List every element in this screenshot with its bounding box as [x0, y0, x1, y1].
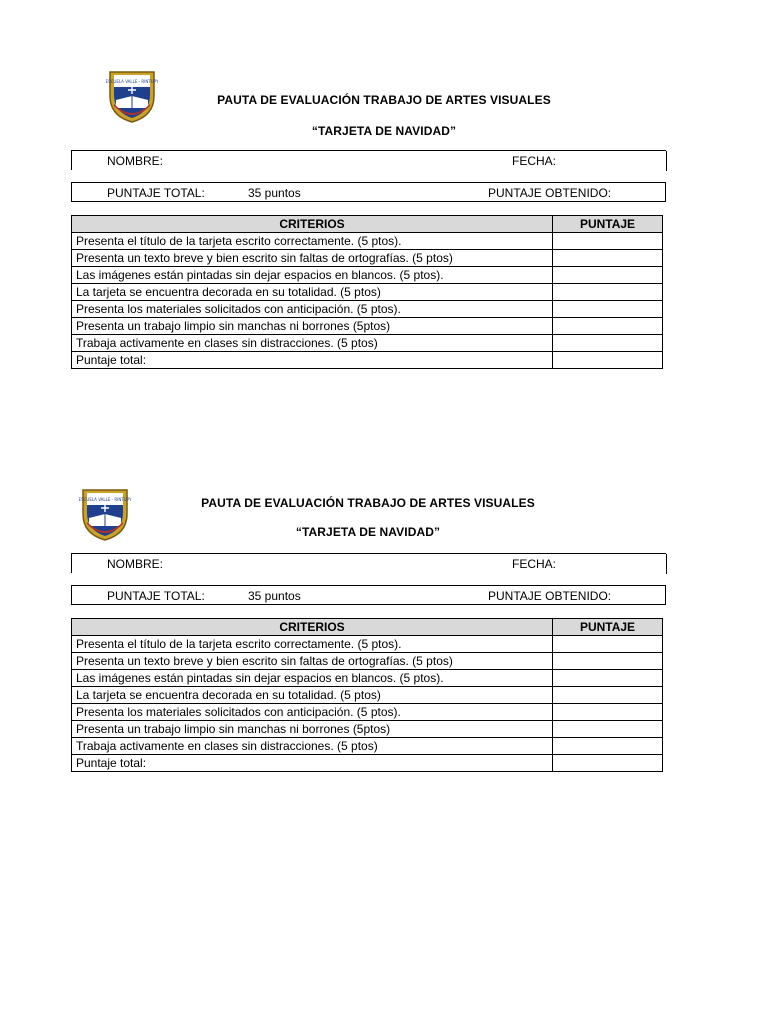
crest-motto: ESCUELA VALLE - RINTUPY [106, 79, 158, 84]
puntaje-total-label: PUNTAJE TOTAL: [107, 589, 205, 603]
criterios-header: CRITERIOS [72, 216, 553, 233]
criterion-text: Presenta el título de la tarjeta escrito correctamente. (5 ptos). [72, 636, 553, 653]
criterion-text: Presenta los materiales solicitados con anticipación. (5 ptos). [72, 301, 553, 318]
table-header-row [72, 619, 663, 636]
puntaje-total-label: PUNTAJE TOTAL: [107, 186, 205, 200]
criterios-header: CRITERIOS [72, 619, 553, 636]
score-cell [553, 687, 663, 704]
form-subtitle: “TARJETA DE NAVIDAD” [295, 525, 441, 539]
criterion-text: Presenta un trabajo limpio sin manchas ni borrones (5ptos) [72, 318, 553, 335]
criterion-text: La tarjeta se encuentra decorada en su totalidad. (5 ptos) [72, 687, 553, 704]
score-cell [553, 721, 663, 738]
table-row [72, 670, 663, 687]
puntaje-obtenido-label: PUNTAJE OBTENIDO: [488, 589, 612, 603]
score-cell [553, 738, 663, 755]
form-subtitle: “TARJETA DE NAVIDAD” [311, 124, 457, 138]
criterion-text: Presenta el título de la tarjeta escrito correctamente. (5 ptos). [72, 233, 553, 250]
score-cell [553, 653, 663, 670]
table-row [72, 721, 663, 738]
criterion-text: Las imágenes están pintadas sin dejar espacios en blancos. (5 ptos). [72, 670, 553, 687]
puntaje-header: PUNTAJE [553, 619, 663, 636]
criterion-text: Presenta un texto breve y bien escrito sin faltas de ortografías. (5 ptos) [72, 653, 553, 670]
table-row [72, 704, 663, 721]
fecha-label: FECHA: [512, 154, 557, 168]
criterion-text: Presenta un texto breve y bien escrito sin faltas de ortografías. (5 ptos) [72, 250, 553, 267]
table-row [72, 636, 663, 653]
puntaje-header: PUNTAJE [553, 216, 663, 233]
form-title: PAUTA DE EVALUACIÓN TRABAJO DE ARTES VISUALES [201, 496, 535, 510]
puntaje-obtenido-label: PUNTAJE OBTENIDO: [488, 186, 612, 200]
score-cell [553, 636, 663, 653]
form-title: PAUTA DE EVALUACIÓN TRABAJO DE ARTES VISUALES [217, 93, 551, 107]
total-label: Puntaje total: [72, 755, 553, 772]
nombre-label: NOMBRE: [107, 154, 164, 168]
fecha-label: FECHA: [512, 557, 557, 571]
nombre-label: NOMBRE: [107, 557, 164, 571]
score-row [71, 585, 666, 605]
table-row [72, 738, 663, 755]
name-date-row [71, 553, 666, 573]
criterion-text: Trabaja activamente en clases sin distracciones. (5 ptos) [72, 335, 553, 352]
criterion-text: Las imágenes están pintadas sin dejar espacios en blancos. (5 ptos). [72, 267, 553, 284]
criteria-table [71, 618, 663, 772]
total-label: Puntaje total: [72, 352, 553, 369]
criterion-text: Presenta un trabajo limpio sin manchas ni borrones (5ptos) [72, 721, 553, 738]
puntaje-total-value: 35 puntos [248, 186, 301, 200]
criterion-text: Presenta los materiales solicitados con anticipación. (5 ptos). [72, 704, 553, 721]
score-cell [553, 755, 663, 772]
criterion-text: La tarjeta se encuentra decorada en su totalidad. (5 ptos) [72, 284, 553, 301]
table-row [72, 755, 663, 772]
score-cell [553, 670, 663, 687]
table-row [72, 653, 663, 670]
puntaje-total-value: 35 puntos [248, 589, 301, 603]
score-cell [553, 704, 663, 721]
crest-motto: ESCUELA VALLE - RINTUPY [79, 497, 131, 502]
criterion-text: Trabaja activamente en clases sin distracciones. (5 ptos) [72, 738, 553, 755]
table-row [72, 687, 663, 704]
